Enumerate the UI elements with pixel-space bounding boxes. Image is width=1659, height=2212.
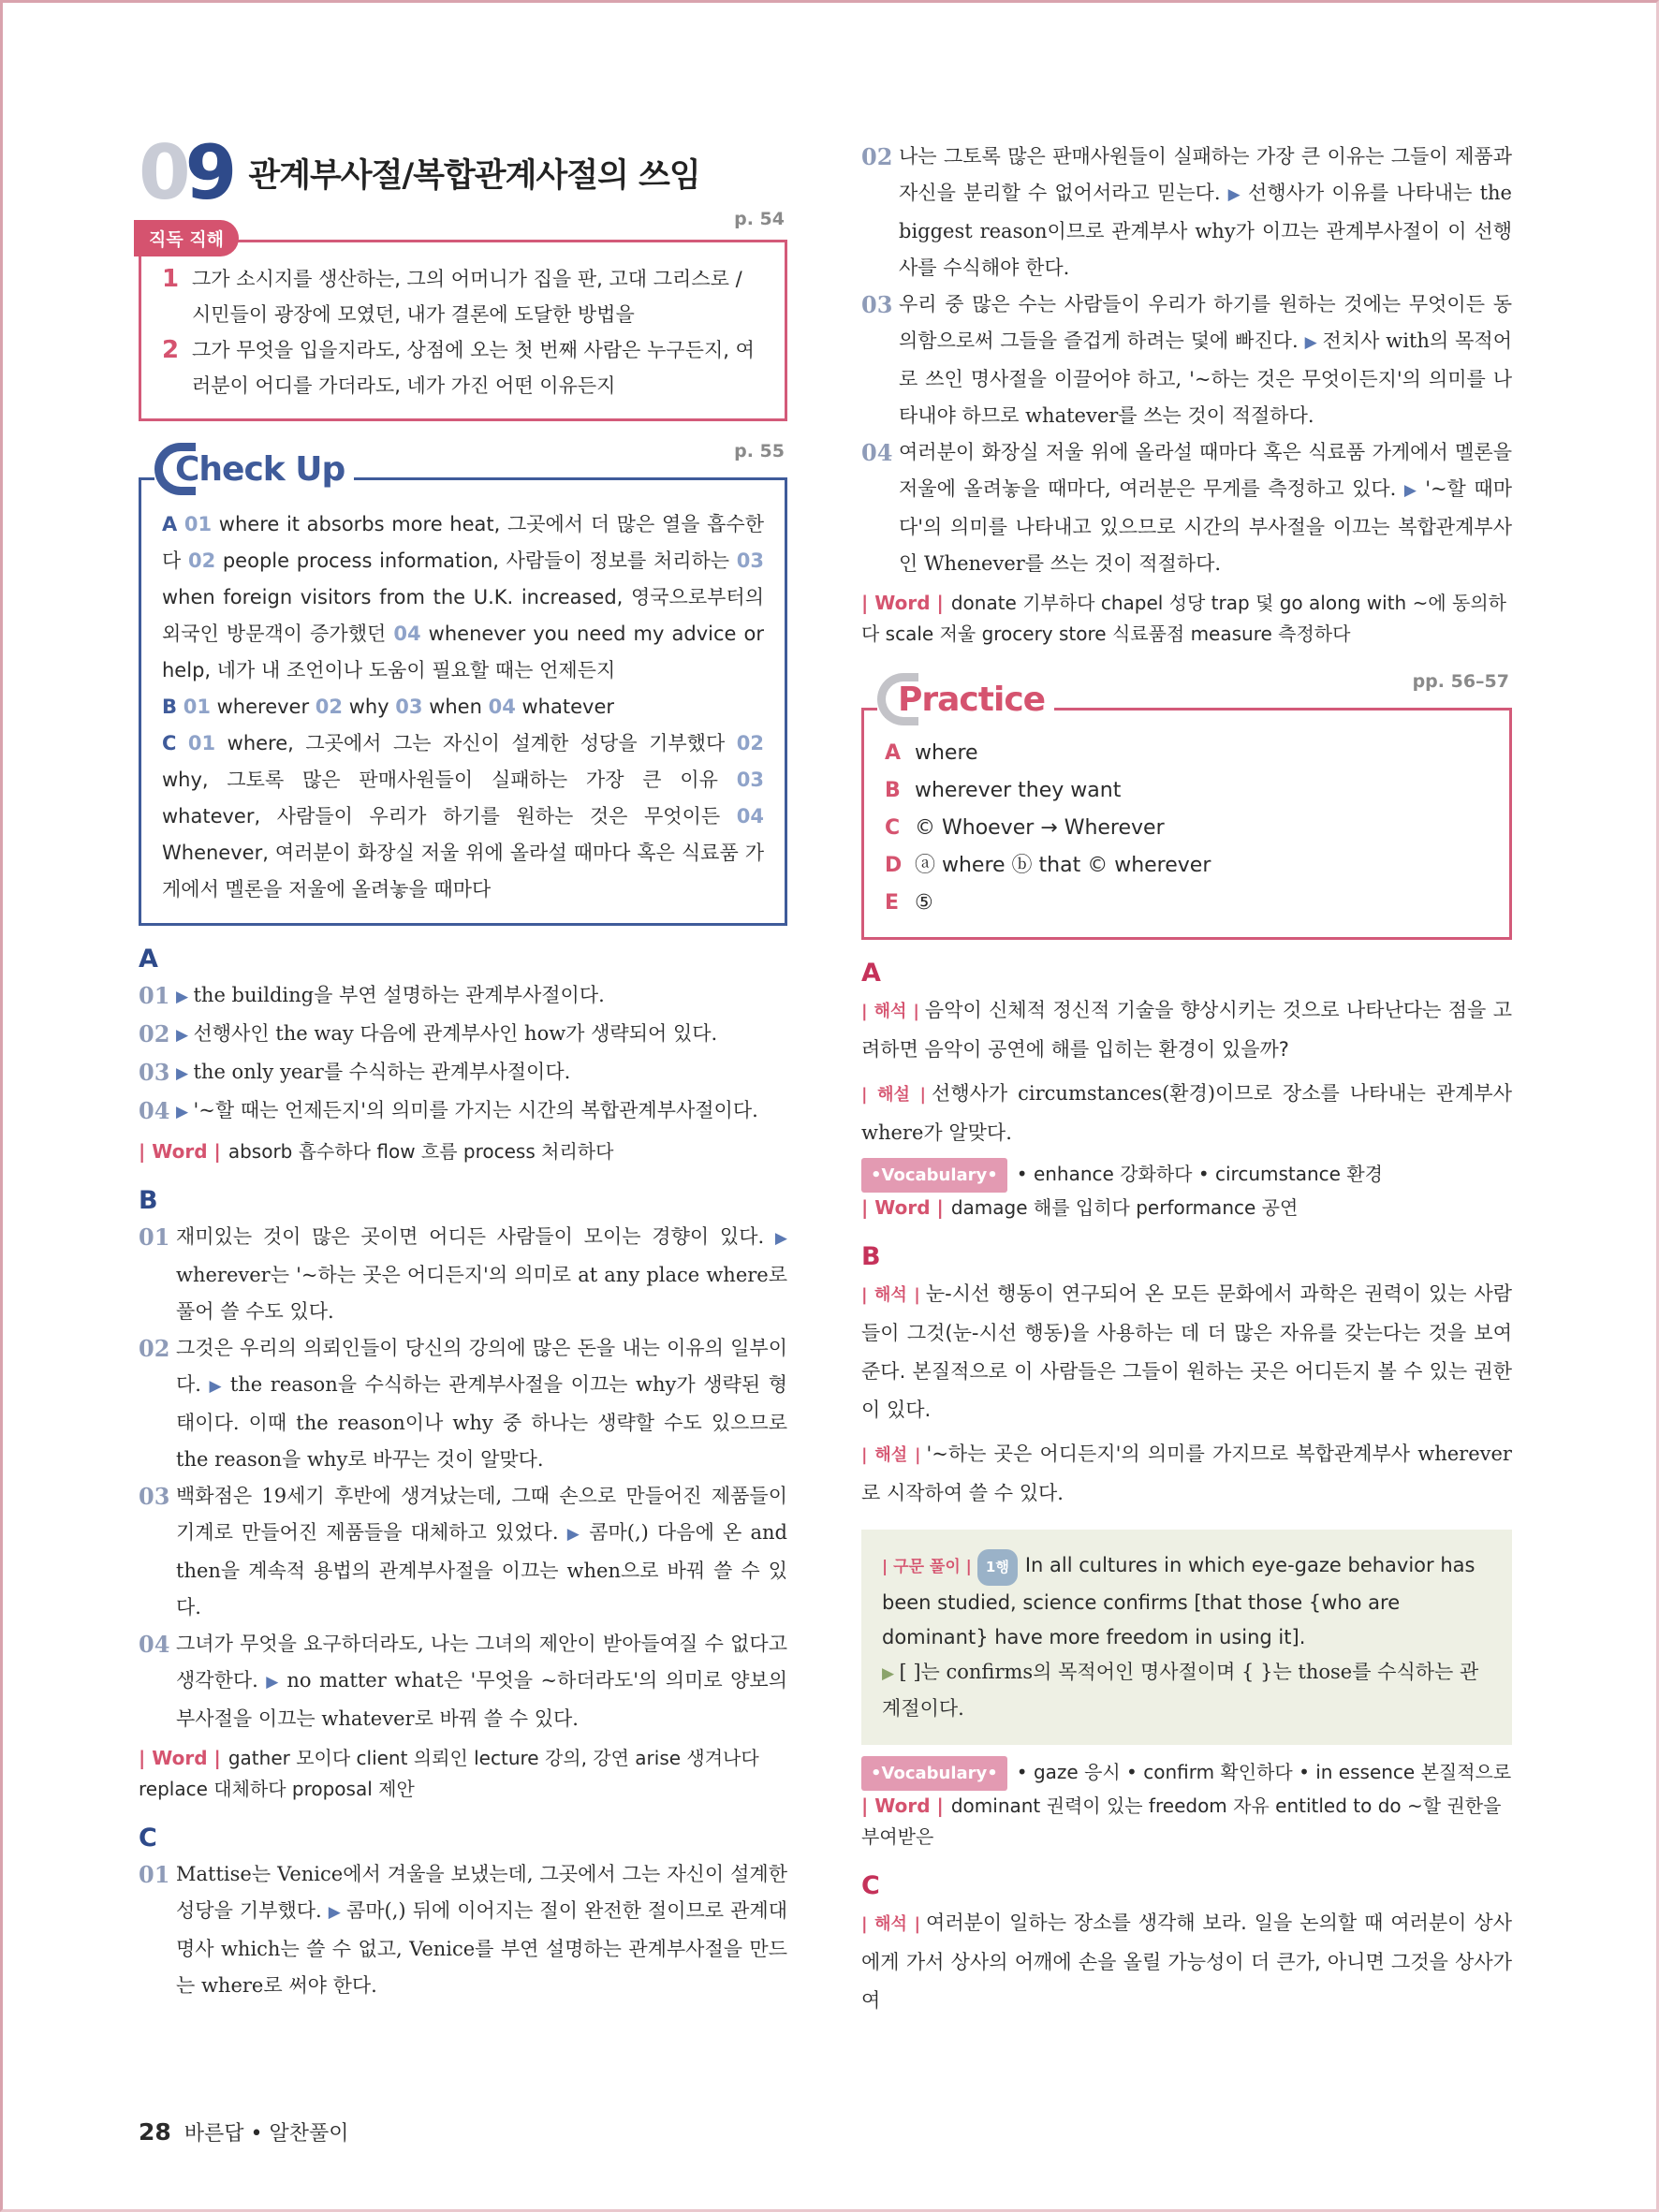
answer-text: why, 그토록 많은 판매사원들이 실패하는 가장 큰 이유: [162, 769, 737, 791]
item-translation: 나는 그토록 많은 판매사원들이 실패하는 가장 큰 이유는 그들이 제품과 자신을 분리할 수 없어서라고 믿는다.: [899, 145, 1512, 204]
item-number: 03: [139, 1059, 170, 1086]
label-tag: | 해석 |: [861, 1285, 920, 1305]
jikdok-tag: 직독 직해: [134, 220, 239, 256]
grammar-sentence: In all cultures in which eye-gaze behavior has been studied, science confirms [that those {who are dominant} have more freedom in using it].: [882, 1554, 1475, 1648]
answer-text: Whenever, 여러분이 화장실 저울 위에 올라설 때마다 혹은 식료품 가게에서 멜론을 저울에 올려놓을 때마다: [162, 842, 764, 901]
item-explanation: 전치사 with의 목적어로 쓰인 명사절을 이끌어야 하고, '~하는 것은 무엇이든지'의 의미를 나타내야 하므로 whatever를 쓰는 것이 적절하다.: [899, 330, 1513, 427]
book-title: 바른답 • 알찬풀이: [184, 2122, 349, 2146]
answer-key: A: [885, 741, 902, 765]
word-list: gather 모이다 client 의뢰인 lecture 강의, 강연 arise 생겨나다 replace 대체하다 proposal 제안: [139, 1747, 759, 1800]
answer-text: whatever, 사람들이 우리가 하기를 원하는 것은 무엇이든: [162, 805, 737, 828]
jikdok-item: [162, 261, 764, 332]
answer-num: 04: [488, 696, 516, 718]
word-line: [139, 1136, 787, 1167]
answer-key: C: [162, 732, 177, 754]
practice-box: [861, 671, 1512, 940]
item-explanation: 콤마(,) 뒤에 이어지는 절이 완전한 절이므로 관계대명사 which는 쓸 수 없고, Venice를 부연 설명하는 관계부사절을 만드는 where로 써야 한다.: [176, 1899, 787, 1997]
word-tag-label: Word: [874, 1196, 931, 1219]
answer-key: C: [885, 816, 901, 840]
triangle-icon: ▶: [328, 1903, 346, 1922]
triangle-icon: ▶: [176, 1103, 194, 1121]
explanation: [861, 1435, 1512, 1513]
answer-text: people process information, 사람들이 정보를 처리하는: [215, 549, 737, 572]
list-item: [861, 139, 1512, 286]
practice-logo: [877, 673, 1054, 725]
grammar-box: [861, 1530, 1512, 1745]
word-tag-label: Word: [874, 1795, 931, 1817]
practice-answer: [885, 847, 1489, 885]
word-tag-label: Word: [874, 592, 931, 614]
practice-c: [861, 1871, 1512, 2020]
label-tag: | 해설 |: [861, 1445, 921, 1465]
list-item: [139, 1856, 787, 2004]
vocab-line: [861, 1756, 1512, 1791]
triangle-icon: ▶: [176, 1026, 194, 1045]
triangle-icon: ▶: [774, 1229, 787, 1248]
translation-text: 눈-시선 행동이 연구되어 온 모든 문화에서 과학은 권력이 있는 사람들이 그것(눈-시선 행동)을 사용하는 데 더 많은 자유를 갖는다는 것을 보여 준다. 본질적으로 이 사람들은 그들이 원하는 곳은 어디든지 볼 수 있는 권한이 있다.: [861, 1282, 1513, 1421]
label-tag-text: 해석: [874, 1002, 907, 1021]
item-text: 선행사인 the way 다음에 관계부사인 how가 생략되어 있다.: [193, 1022, 718, 1045]
triangle-icon: ▶: [209, 1377, 230, 1396]
item-translation: 재미있는 것이 많은 곳이면 어디든 사람들이 모이는 경향이 있다.: [176, 1225, 765, 1248]
answer-text: why: [343, 696, 396, 718]
item-translation: 그녀가 무엇을 요구하더라도, 나는 그녀의 제안이 받아들여질 수 없다고 생각한다.: [176, 1633, 787, 1692]
word-tag-label: Word: [152, 1140, 208, 1163]
label-tag-text: 해설: [877, 1085, 910, 1105]
word-tag: | Word |: [139, 1140, 221, 1163]
word-line: [139, 1743, 787, 1805]
checkup-box: [139, 441, 787, 926]
section-letter: C: [139, 1824, 157, 1853]
practice-answer: [885, 772, 1489, 810]
page-ref: pp. 56–57: [1412, 671, 1509, 692]
label-tag: | 해석 |: [861, 1002, 919, 1021]
triangle-icon: ▶: [882, 1664, 900, 1683]
label-tag-text: 해석: [874, 1914, 907, 1934]
answer-num: 03: [736, 549, 764, 572]
practice-title: Practice: [898, 680, 1046, 719]
answer-num: 03: [736, 769, 764, 791]
answer-text: © Whoever → Wherever: [915, 816, 1165, 840]
checkup-answers: [162, 506, 764, 908]
item-number: 04: [139, 1631, 170, 1658]
practice-a: [861, 959, 1512, 1223]
word-list: damage 해를 입히다 performance 공연: [950, 1196, 1299, 1219]
triangle-icon: ▶: [1403, 481, 1426, 500]
word-list: absorb 흡수하다 flow 흐름 process 처리하다: [228, 1140, 614, 1163]
word-line: [861, 1193, 1512, 1223]
grammar-note: [882, 1661, 1478, 1720]
chapter-header: [139, 131, 787, 215]
item-number: 02: [139, 1335, 170, 1362]
list-item: [861, 434, 1512, 582]
item-translation: 여러분이 화장실 저울 위에 올라설 때마다 혹은 식료품 가게에서 멜론을 저울에 올려놓을 때마다, 여러분은 무게를 측정하고 있다.: [899, 441, 1512, 500]
page-ref: p. 55: [734, 441, 785, 461]
answer-text: when foreign visitors from the U.K. increased, 영국으로부터의 외국인 방문객이 증가했던: [162, 586, 764, 645]
explanation: [861, 1075, 1512, 1152]
section-b: [139, 1186, 787, 1805]
item-text: '~할 때는 언제든지'의 의미를 가지는 시간의 복합관계부사절이다.: [193, 1099, 758, 1121]
triangle-icon: ▶: [1227, 185, 1249, 204]
word-tag-label: Word: [152, 1747, 208, 1769]
list-item: [139, 1626, 787, 1737]
answer-text: whenever you need my advice or help, 네가 내 조언이나 도움이 필요할 때는 언제든지: [162, 623, 764, 681]
item-text: 그가 무엇을 입을지라도, 상점에 오는 첫 번째 사람은 누구든지, 여러분이 어디를 가더라도, 네가 가진 어떤 이유든지: [192, 339, 755, 397]
list-item: [139, 1330, 787, 1478]
page-ref: p. 54: [734, 209, 785, 229]
practice-answer: [885, 810, 1489, 847]
word-tag: | Word |: [861, 592, 944, 614]
translation-text: 음악이 신체적 정신적 기술을 향상시키는 것으로 나타난다는 점을 고려하면 음악이 공연에 해를 입히는 환경이 있을까?: [861, 999, 1513, 1061]
section-letter: B: [139, 1186, 158, 1215]
item-explanation: no matter what은 '무엇을 ~하더라도'의 의미로 양보의 부사절을 이끄는 whatever로 바꿔 쓸 수 있다.: [176, 1669, 787, 1730]
vocab-line: [861, 1158, 1512, 1193]
answer-text: ⑤: [915, 891, 933, 915]
section-a: [139, 945, 787, 1167]
explanation-text: 선행사가 circumstances(환경)이므로 장소를 나타내는 관계부사 where가 알맞다.: [861, 1082, 1512, 1144]
practice-answer: [885, 735, 1489, 772]
translation-text: 여러분이 일하는 장소를 생각해 보라. 일을 논의할 때 여러분이 상사에게 가서 상사의 어깨에 손을 올릴 가능성이 더 큰가, 아니면 그것을 상사가 여: [861, 1912, 1512, 2012]
item-number: 04: [139, 1097, 170, 1124]
list-item: [139, 977, 787, 1016]
vocab-tag: •Vocabulary•: [861, 1756, 1007, 1791]
list-item: [139, 1016, 787, 1054]
answer-key: A: [162, 513, 178, 535]
answer-text: ⓐ where ⓑ that © wherever: [915, 854, 1211, 877]
word-line: [861, 588, 1512, 650]
answer-text: wherever: [210, 696, 316, 718]
item-explanation: 선행사가 이유를 나타내는 the biggest reason이므로 관계부사 why가 이끄는 관계부사절이 이 선행사를 수식해야 한다.: [899, 182, 1512, 279]
item-number: 2: [162, 336, 180, 364]
explanation-text: '~하는 곳은 어디든지'의 의미를 가지므로 복합관계부사 wherever로 시작하여 쓸 수 있다.: [861, 1443, 1512, 1504]
section-letter: A: [139, 945, 158, 974]
left-column: [139, 131, 787, 2004]
list-item: [139, 1478, 787, 1626]
triangle-icon: ▶: [566, 1525, 590, 1544]
answer-num: 02: [315, 696, 344, 718]
translation: [861, 1275, 1512, 1429]
item-number: 01: [139, 982, 170, 1009]
chapter-number-digit: 9: [184, 129, 232, 216]
answer-text: where, 그곳에서 그는 자신이 설계한 성당을 기부했다: [215, 732, 737, 754]
answer-num: 02: [736, 732, 764, 754]
answer-key: B: [162, 696, 178, 718]
item-translation: 백화점은 19세기 후반에 생겨났는데, 그때 손으로 만들어진 제품들이 기계로 만들어진 제품들을 대체하고 있었다.: [176, 1485, 787, 1544]
answer-num: 04: [393, 623, 421, 645]
triangle-icon: ▶: [266, 1673, 287, 1692]
grammar-tag: | 구문 풀이 |: [882, 1558, 972, 1576]
answer-num: 04: [736, 805, 764, 828]
answer-num: 03: [395, 696, 423, 718]
word-list: dominant 권력이 있는 freedom 자유 entitled to do ~할 권한을 부여받은: [861, 1795, 1502, 1848]
item-explanation: '~할 때마다'의 의미를 나타내고 있으므로 시간의 부사절을 이끄는 복합관계부사인 Whenever를 쓰는 것이 적절하다.: [899, 477, 1512, 575]
translation: [861, 1904, 1512, 2020]
answer-num: 01: [183, 696, 211, 718]
item-number: 04: [861, 439, 893, 466]
item-number: 01: [139, 1223, 170, 1251]
grammar-tag-label: 구문 풀이: [893, 1558, 961, 1576]
practice-answer: [885, 885, 1489, 922]
answer-key: E: [885, 891, 900, 915]
answer-num: 02: [187, 549, 216, 572]
label-tag-text: 해설: [874, 1445, 908, 1465]
label-tag-text: 해석: [874, 1285, 907, 1305]
word-tag: | Word |: [861, 1795, 944, 1817]
translation: [861, 991, 1512, 1069]
item-number: 03: [861, 291, 893, 318]
chapter-title: 관계부사절/복합관계사절의 쓰임: [248, 157, 700, 195]
list-item: [861, 286, 1512, 434]
vocab-list: • enhance 강화하다 • circumstance 환경: [1016, 1163, 1383, 1185]
vocab-list: • gaze 응시 • confirm 확인하다 • in essence 본질적으로: [1016, 1761, 1512, 1783]
item-explanation: 콤마(,) 다음에 온 and then을 계속적 용법의 관계부사절을 이끄는 when으로 바꿔 쓸 수 있다.: [176, 1521, 787, 1619]
item-translation: 그것은 우리의 의뢰인들이 당신의 강의에 많은 돈을 내는 이유의 일부이다.: [176, 1337, 787, 1396]
word-line: [861, 1791, 1512, 1853]
answer-text: where it absorbs more heat, 그곳에서 더 많은 열을 흡수한다: [162, 513, 764, 572]
answer-key: D: [885, 854, 903, 877]
list-item: [139, 1219, 787, 1330]
section-letter: A: [861, 959, 881, 988]
item-number: 01: [139, 1861, 170, 1888]
item-explanation: wherever는 '~하는 곳은 어디든지'의 의미로 at any place where로 풀어 쓸 수도 있다.: [176, 1264, 787, 1323]
jikdok-item: [162, 332, 764, 403]
answer-text: wherever they want: [915, 779, 1122, 802]
item-explanation: the reason을 수식하는 관계부사절을 이끄는 why가 생략된 형태이다. 이때 the reason이나 why 중 하나는 생략할 수도 있으므로 the reason을 why로 바꾸는 것이 알맞다.: [176, 1373, 787, 1471]
item-number: 03: [139, 1483, 170, 1510]
vocab-tag-label: Vocabulary: [881, 1764, 988, 1783]
word-list: donate 기부하다 chapel 성당 trap 덫 go along with ~에 동의하다 scale 저울 grocery store 식료품점 measure 측정하다: [861, 592, 1506, 645]
vocab-tag-label: Vocabulary: [881, 1165, 988, 1185]
chapter-number-digit: 0: [139, 129, 185, 216]
jikdok-box: [139, 209, 787, 421]
label-tag: | 해석 |: [861, 1914, 921, 1934]
item-text: the only year를 수식하는 관계부사절이다.: [193, 1061, 571, 1083]
word-tag: | Word |: [139, 1747, 221, 1769]
item-translation: 우리 중 많은 수는 사람들이 우리가 하기를 원하는 것에는 무엇이든 동의함으로써 그들을 즐겁게 하려는 덫에 빠진다.: [899, 293, 1512, 352]
item-text: 그가 소시지를 생산하는, 그의 어머니가 집을 판, 고대 그리스로 / 시민들이 광장에 모였던, 내가 결론에 도달한 방법을: [192, 268, 742, 326]
list-item: [139, 1092, 787, 1131]
page-number: 28: [139, 2118, 171, 2146]
word-tag: | Word |: [861, 1196, 944, 1219]
answer-text: whatever: [515, 696, 614, 718]
item-number: 02: [139, 1020, 170, 1047]
section-c: [139, 1824, 787, 2004]
checkup-logo: [154, 443, 354, 495]
checkup-title: Check Up: [175, 449, 345, 489]
answer-num: 01: [184, 513, 213, 535]
answer-text: when: [422, 696, 489, 718]
chapter-number: [139, 129, 232, 216]
section-letter: B: [861, 1242, 881, 1271]
triangle-icon: ▶: [176, 988, 194, 1006]
item-number: 1: [162, 265, 180, 293]
section-letter: C: [861, 1871, 880, 1900]
answer-key: B: [885, 779, 901, 802]
item-text: the building을 부연 설명하는 관계부사절이다.: [193, 984, 605, 1006]
triangle-icon: ▶: [1304, 333, 1323, 352]
vocab-tag: •Vocabulary•: [861, 1158, 1007, 1193]
item-number: 02: [861, 143, 893, 170]
triangle-icon: ▶: [176, 1064, 194, 1083]
page-footer: [139, 2117, 349, 2146]
answer-num: 01: [187, 732, 216, 754]
label-tag: | 해설 |: [861, 1085, 927, 1105]
answer-text: where: [915, 741, 978, 765]
practice-b: [861, 1242, 1512, 1853]
list-item: [139, 1054, 787, 1092]
row-tag: 1행: [977, 1549, 1018, 1586]
item-translation: Mattise는 Venice에서 겨울을 보냈는데, 그곳에서 그는 자신이 설계한 성당을 기부했다.: [176, 1863, 787, 1922]
grammar-note-text: [ ]는 confirms의 목적어인 명사절이며 { }는 those를 수식하는 관계절이다.: [882, 1661, 1479, 1720]
right-column: [861, 139, 1512, 2020]
